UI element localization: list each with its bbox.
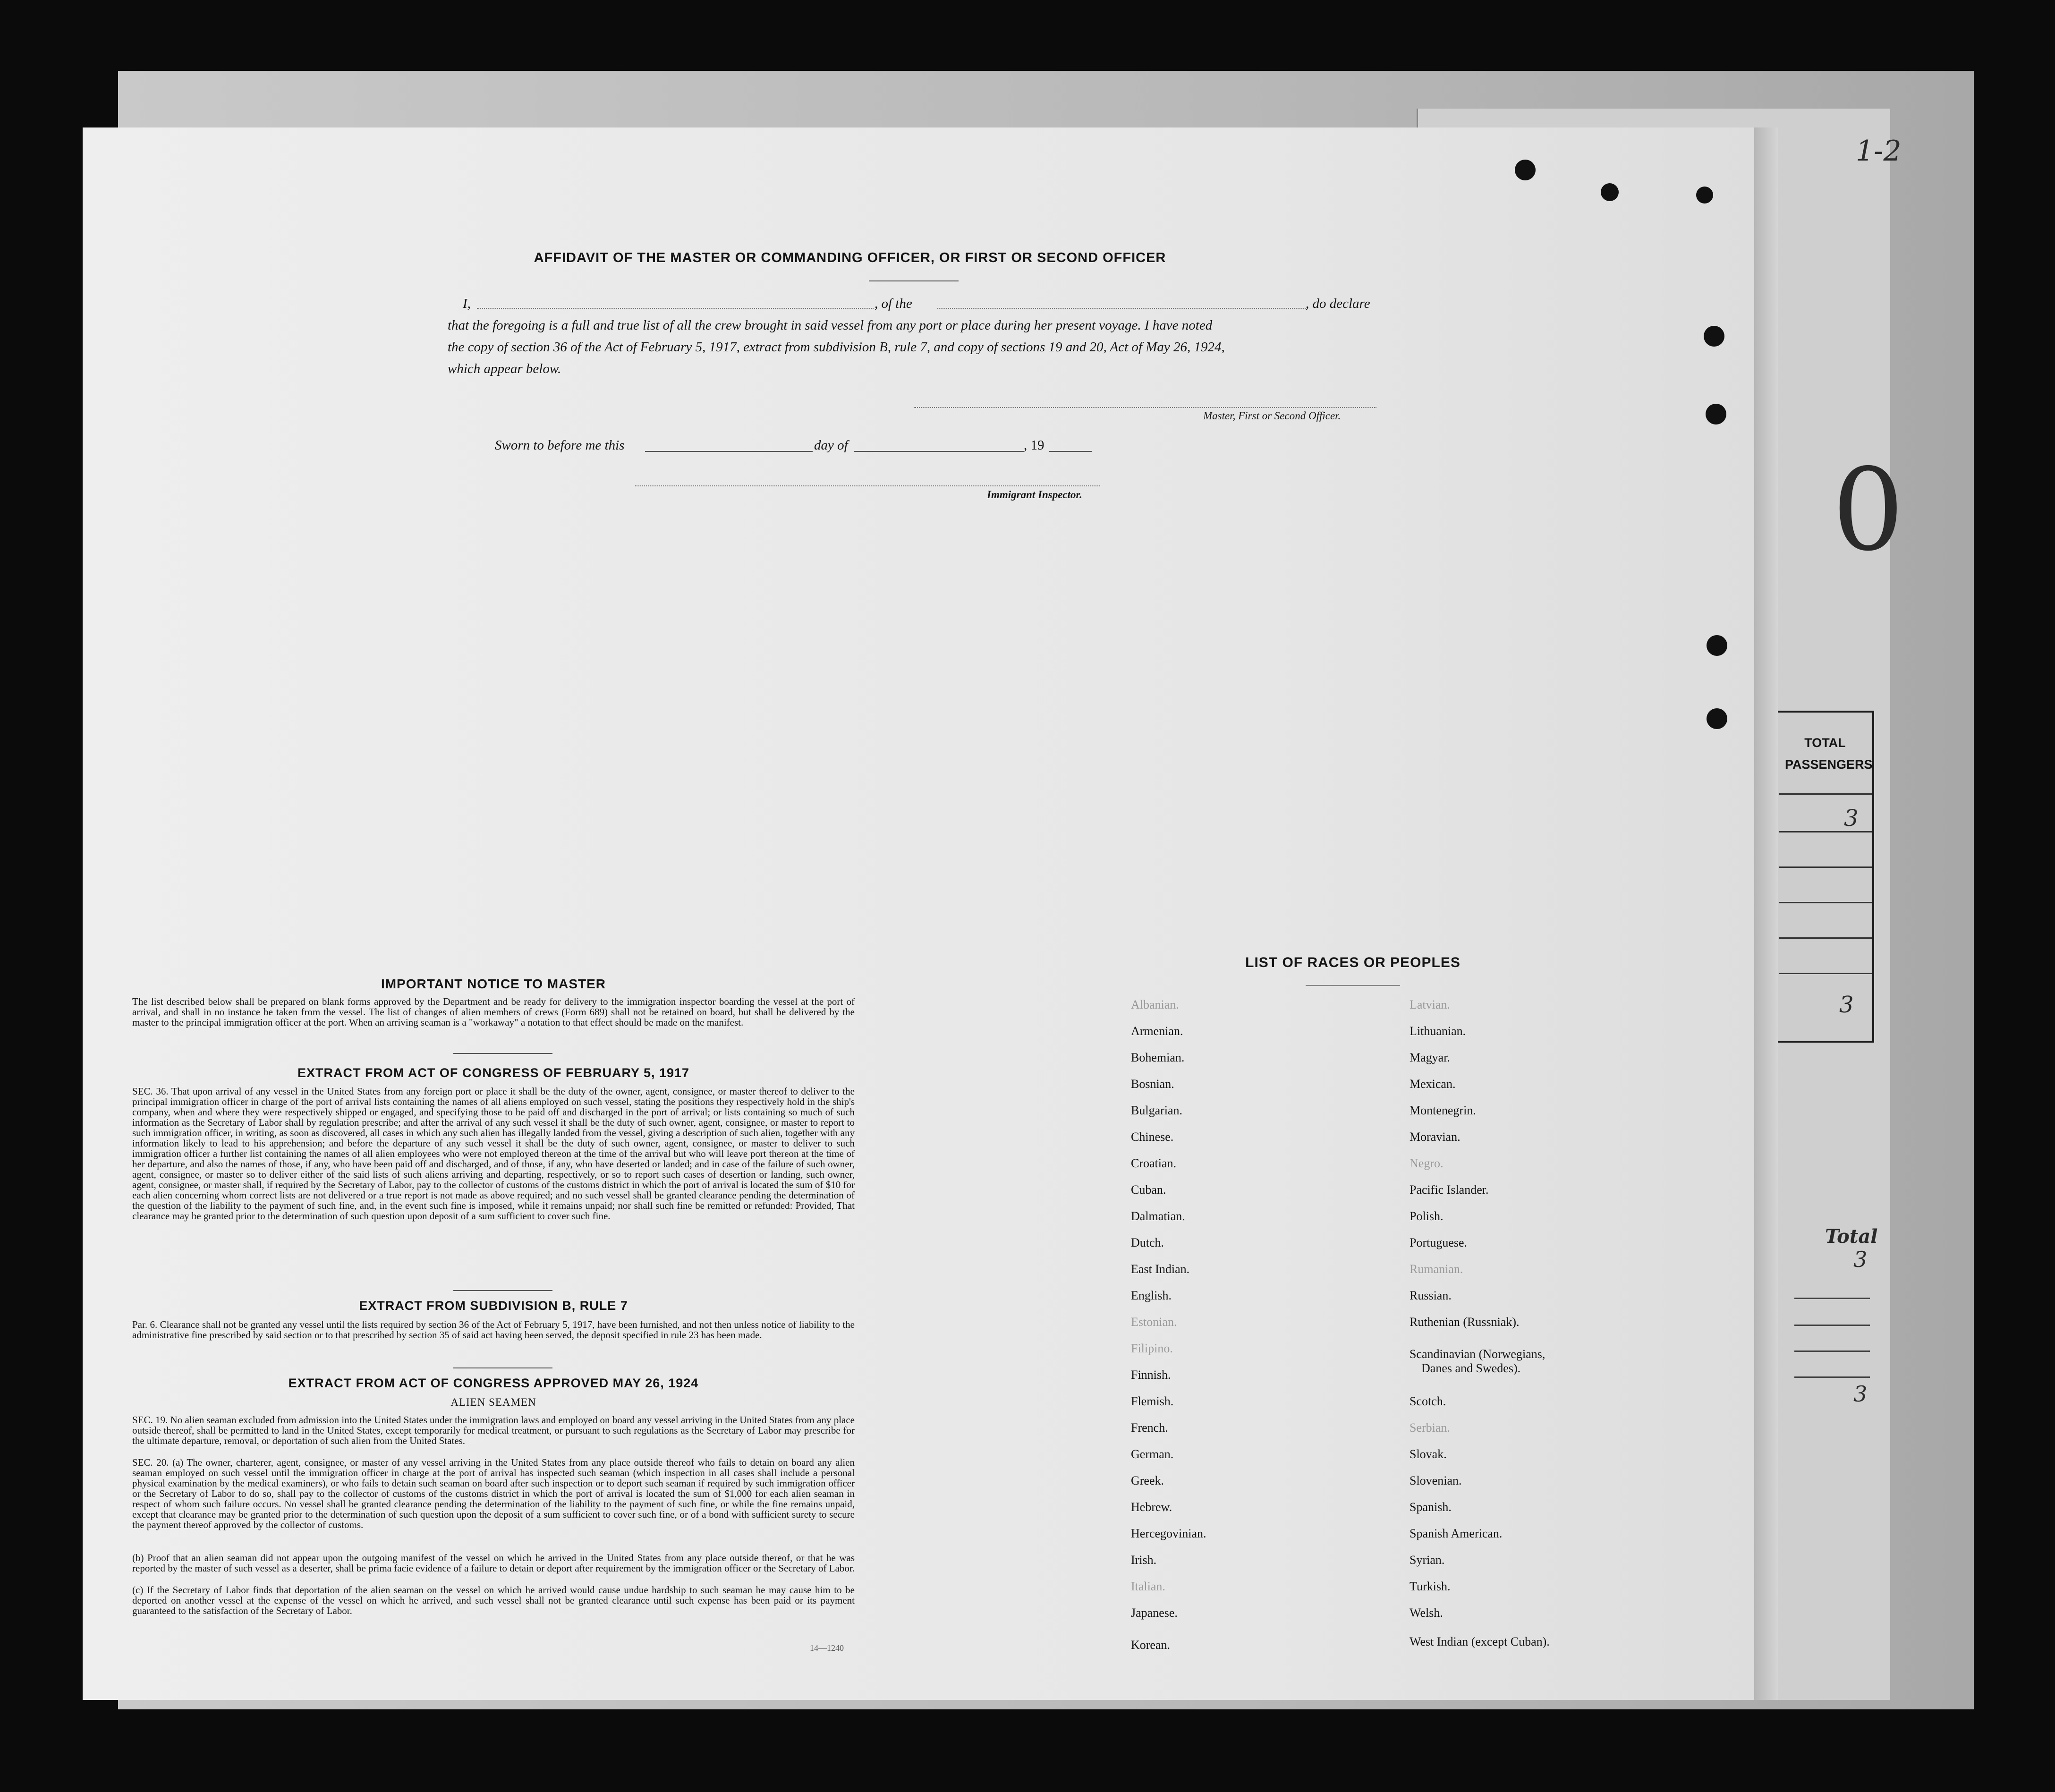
- extract3-sec20a: SEC. 20. (a) The owner, charterer, agent, consignee, or master of any vessel arriving in the United States from any place outside thereof who fails to detain on board any alien seaman employed on such vessel until the immigration officer in charge at the port of arrival has inspected such seaman (which inspection in all cases shall include a personal physical examination by the medical examiners), or who fails to detain such seaman on board after such inspection or to deport such seaman if required by such immigration officer or the Secretary of Labor to do so, shall pay to the collector of customs of the customs district in which the port of arrival is located the sum of $1,000 for each alien seaman in respect of whom such failure occurs. No vessel shall be granted clearance pending the determination of the liability to the payment of such fine, or while the fine remains unpaid, except that clearance may be granted prior to the determination of such question upon the deposit of a sum sufficient to cover such fine, or of a bond with sufficient surety to secure the payment thereof approved by the collector of customs.: [132, 1457, 855, 1530]
- race-left: Irish.: [1131, 1553, 1157, 1567]
- race-right: Russian.: [1410, 1289, 1452, 1302]
- divider: [453, 1367, 552, 1368]
- punch-hole: [1515, 160, 1536, 180]
- affidavit-body-3: which appear below.: [448, 361, 561, 376]
- race-right: Rumanian.: [1410, 1262, 1463, 1276]
- inspector-label: Immigrant Inspector.: [987, 489, 1082, 501]
- affidavit-of-the: , of the: [875, 296, 912, 311]
- affidavit-i: I,: [463, 296, 471, 311]
- race-right: Syrian.: [1410, 1553, 1445, 1567]
- race-right: Spanish.: [1410, 1500, 1452, 1514]
- sworn-day-label: day of: [814, 438, 848, 453]
- race-right: Slovak.: [1410, 1447, 1447, 1461]
- race-right: Lithuanian.: [1410, 1024, 1466, 1038]
- race-right: Scotch.: [1410, 1394, 1446, 1408]
- extract2-body: Par. 6. Clearance shall not be granted any vessel until the lists required by section 36 of the Act of February 5, 1917, have been furnished, and not then unless notice of liability to the administrative fine prescribed by said section or to that prescribed by section 35 of said act having been served, the deposit specified in rule 23 has been made.: [132, 1319, 855, 1341]
- sworn-year-label: , 19: [1024, 438, 1044, 453]
- race-right: Latvian.: [1410, 998, 1450, 1011]
- race-right: West Indian (except Cuban).: [1410, 1635, 1550, 1648]
- race-left: Bohemian.: [1131, 1051, 1185, 1064]
- signature-field[interactable]: [914, 407, 1376, 408]
- punch-hole: [1707, 635, 1727, 656]
- divider: [453, 1053, 552, 1054]
- race-right: Turkish.: [1410, 1580, 1451, 1593]
- race-left: Albanian.: [1131, 998, 1179, 1011]
- table-rule: [1779, 902, 1872, 903]
- race-left: Korean.: [1131, 1638, 1171, 1652]
- race-left: Dalmatian.: [1131, 1209, 1185, 1223]
- extract1-title: EXTRACT FROM ACT OF CONGRESS OF FEBRUARY 5, 1917: [297, 1066, 690, 1080]
- total-rule: [1794, 1298, 1870, 1299]
- divider: [869, 280, 959, 281]
- vessel-name-field[interactable]: [937, 308, 1306, 309]
- circled-zero: 0: [1832, 444, 1904, 576]
- affidavit-body-1: that the foregoing is a full and true list of all the crew brought in said vessel from any port or place during her present voyage. I have noted: [448, 318, 1213, 333]
- extract3-sec20c: (c) If the Secretary of Labor finds that deportation of the alien seaman on the vessel on which he arrived would cause undue hardship to such seaman he may cause him to be deported on another vessel at the expense of the vessel on which he arrived, and such vessel shall not be granted clearance until such expense has been paid or its payment guaranteed to the satisfaction of the Secretary of Labor.: [132, 1584, 855, 1616]
- page-edge: [1754, 127, 1778, 1700]
- divider: [1306, 985, 1400, 986]
- total-label: Total: [1825, 1225, 1878, 1248]
- punch-hole: [1704, 326, 1724, 347]
- header-total: TOTAL: [1804, 736, 1846, 750]
- total-passengers-header: [1785, 732, 1873, 775]
- race-left: Chinese.: [1131, 1130, 1174, 1144]
- race-left: Hercegovinian.: [1131, 1527, 1206, 1540]
- race-left: Finnish.: [1131, 1368, 1171, 1382]
- passenger-count-top: 3: [1844, 805, 1859, 832]
- extract1-body: SEC. 36. That upon arrival of any vessel in the United States from any foreign port or place it shall be the duty of the owner, agent, consignee, or master thereof to deliver to the principal immigration officer in charge of the port of arrival lists containing the names of all aliens employed on such vessel, stating the positions they respectively hold in the ship's company, when and where they were respectively shipped or engaged, and specifying those to be paid off and discharged in the port of arrival; or lists containing so much of such information as the Secretary of Labor shall by regulation prescribe; and after the arrival of any such vessel it shall be the duty of such owner, agent, consignee, or master to report to such immigration officer, in writing, as soon as discovered, all cases in which any such alien has illegally landed from the vessel, giving a description of such alien, together with any information likely to lead to his apprehension; and before the departure of any such vessel it shall be the duty of such owner, agent, consignee, or master to deliver to such immigration officer a further list containing the names of all alien employees who were not employed thereon at the time of the arrival but who will leave port thereon at the time of her departure, and also the names of those, if any, who have been paid off and discharged, and of those, if any, who have deserted or landed; and in case of the failure of such owner, agent, consignee, or master so to deliver either of the said lists of such aliens arriving and departing, respectively, or so to report such cases of desertion or landing, such owner, agent, consignee, or master shall, if required by the Secretary of Labor, pay to the collector of customs of the customs district in which the port of arrival is located the sum of $10 for each alien concerning whom correct lists are not delivered or a true report is not made as above required; and no such vessel shall be granted clearance pending the determination of the question of the liability to the payment of such fine, and, in the event such fine is imposed, while it remains unpaid; nor shall such fine be remitted or refunded: Provided, That clearance may be granted prior to the determination of such question upon deposit of a sum sufficient to cover such fine.: [132, 1086, 855, 1222]
- race-right: Negro.: [1410, 1156, 1444, 1170]
- sworn-day-field[interactable]: [645, 451, 813, 452]
- form-number: 14—1240: [810, 1643, 844, 1653]
- extract3-title: EXTRACT FROM ACT OF CONGRESS APPROVED MAY 26, 1924: [288, 1376, 699, 1390]
- passenger-count-bottom: 3: [1839, 992, 1854, 1018]
- race-right: Pacific Islander.: [1410, 1183, 1489, 1197]
- race-left: Croatian.: [1131, 1156, 1177, 1170]
- race-left: Bulgarian.: [1131, 1104, 1183, 1117]
- sworn-month-field[interactable]: [854, 451, 1024, 452]
- race-left: Bosnian.: [1131, 1077, 1174, 1091]
- extract3-sec20b: (b) Proof that an alien seaman did not appear upon the outgoing manifest of the vessel on which he arrived in the United States from any place outside thereof, or that he was reported by the master of such vessel as a deserter, shall be prima facie evidence of a failure to detain or deport after requirement by the immigration officer or the Secretary of Labor.: [132, 1552, 855, 1574]
- race-right: Spanish American.: [1410, 1527, 1503, 1540]
- punch-hole: [1601, 183, 1619, 201]
- race-left: Estonian.: [1131, 1315, 1177, 1329]
- race-right: Mexican.: [1410, 1077, 1456, 1091]
- total-rule: [1794, 1376, 1870, 1378]
- sworn-prefix: Sworn to before me this: [495, 438, 625, 453]
- race-right: Montenegrin.: [1410, 1104, 1476, 1117]
- race-right: Danes and Swedes).: [1421, 1361, 1521, 1375]
- affidavit-title: AFFIDAVIT OF THE MASTER OR COMMANDING OFFICER, OR FIRST OR SECOND OFFICER: [534, 250, 1166, 265]
- race-left: Greek.: [1131, 1474, 1164, 1487]
- affidavit-declare: , do declare: [1306, 296, 1370, 311]
- race-left: Dutch.: [1131, 1236, 1164, 1249]
- punch-hole: [1706, 404, 1726, 425]
- race-right: Scandinavian (Norwegians,: [1410, 1347, 1545, 1361]
- table-rule: [1779, 937, 1872, 939]
- race-left: East Indian.: [1131, 1262, 1190, 1276]
- race-right: Serbian.: [1410, 1421, 1450, 1435]
- table-rule: [1779, 973, 1872, 974]
- total-value-2: 3: [1853, 1381, 1868, 1407]
- inspector-signature-field[interactable]: [635, 485, 1100, 486]
- race-left: Cuban.: [1131, 1183, 1166, 1197]
- race-left: Flemish.: [1131, 1394, 1174, 1408]
- total-rule: [1794, 1325, 1870, 1326]
- corner-note: 1-2: [1856, 135, 1902, 168]
- race-left: English.: [1131, 1289, 1172, 1302]
- extract2-title: EXTRACT FROM SUBDIVISION B, RULE 7: [359, 1299, 628, 1313]
- header-passengers: PASSENGERS: [1785, 757, 1873, 772]
- race-left: German.: [1131, 1447, 1174, 1461]
- master-name-field[interactable]: [477, 308, 874, 309]
- table-rule: [1779, 866, 1872, 868]
- affidavit-body-2: the copy of section 36 of the Act of February 5, 1917, extract from subdivision B, rule 7, and copy of sections 19 and 20, Act of May 26, 1924,: [448, 340, 1225, 355]
- punch-hole: [1696, 187, 1713, 204]
- race-right: Ruthenian (Russniak).: [1410, 1315, 1520, 1329]
- race-left: Filipino.: [1131, 1342, 1173, 1355]
- notice-title: IMPORTANT NOTICE TO MASTER: [381, 977, 606, 991]
- race-left: Japanese.: [1131, 1606, 1178, 1620]
- race-right: Moravian.: [1410, 1130, 1461, 1144]
- notice-body: The list described below shall be prepared on blank forms approved by the Department and be ready for delivery to the immigration inspector boarding the vessel at the port of arrival, and shall in no instance be taken from the vessel. The list of changes of alien members of crews (Form 689) shall not be retained on board, but shall be delivered by the master to the principal immigration officer at the port. When an arriving seaman is a "workaway" a notation to that effect should be made on the manifest.: [132, 996, 855, 1028]
- races-title: LIST OF RACES OR PEOPLES: [1245, 955, 1461, 970]
- race-left: Hebrew.: [1131, 1500, 1172, 1514]
- divider: [453, 1290, 552, 1291]
- race-left: French.: [1131, 1421, 1168, 1435]
- race-right: Portuguese.: [1410, 1236, 1468, 1249]
- total-rule: [1794, 1350, 1870, 1352]
- punch-hole: [1707, 708, 1727, 729]
- race-right: Welsh.: [1410, 1606, 1443, 1620]
- race-right: Magyar.: [1410, 1051, 1450, 1064]
- signature-label: Master, First or Second Officer.: [1203, 410, 1341, 422]
- race-left: Armenian.: [1131, 1024, 1183, 1038]
- table-rule: [1779, 793, 1872, 795]
- race-right: Slovenian.: [1410, 1474, 1462, 1487]
- sworn-year-field[interactable]: [1049, 451, 1092, 452]
- extract3-sec19: SEC. 19. No alien seaman excluded from admission into the United States under the immigration laws and employed on board any vessel arriving in the United States from any place outside thereof, shall be permitted to land in the United States, except temporarily for medical treatment, or pursuant to such regulations as the Secretary of Labor may prescribe for the ultimate departure, removal, or deportation of such alien from the United States.: [132, 1414, 855, 1446]
- total-value-1: 3: [1853, 1247, 1868, 1272]
- race-right: Polish.: [1410, 1209, 1444, 1223]
- race-left: Italian.: [1131, 1580, 1165, 1593]
- extract3-subtitle: ALIEN SEAMEN: [450, 1396, 536, 1408]
